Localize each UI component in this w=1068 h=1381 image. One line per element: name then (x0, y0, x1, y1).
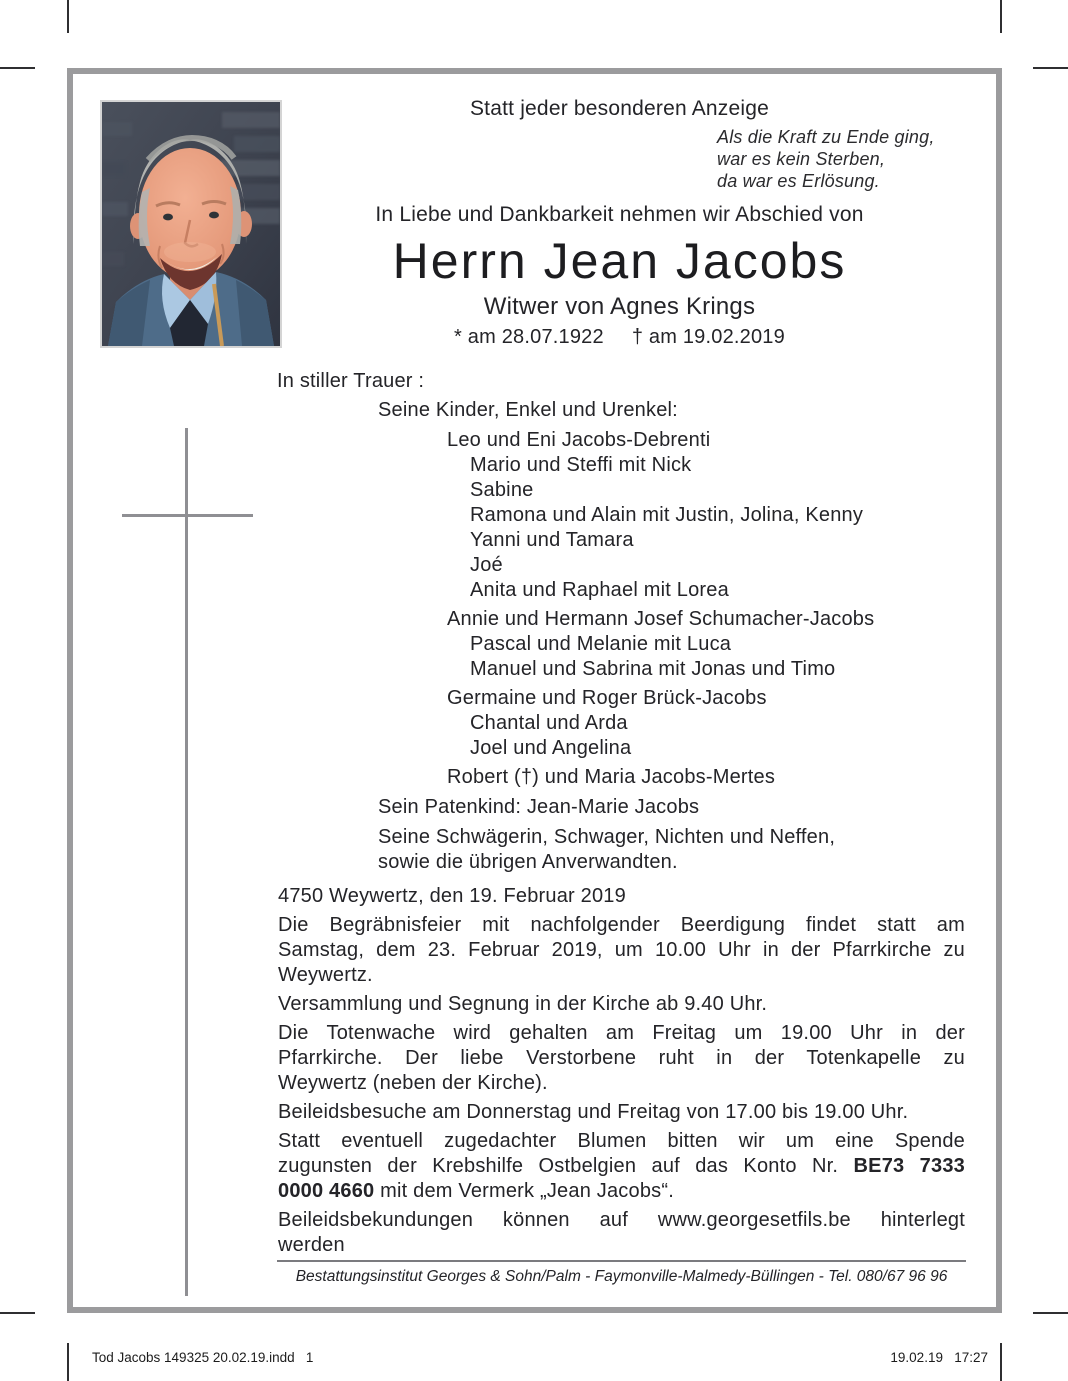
group-head: Germaine und Roger Brück-Jacobs (447, 687, 767, 709)
card-body (73, 366, 996, 1287)
paragraph-funeral (278, 913, 965, 988)
relatives-line: Seine Schwägerin, Schwager, Nichten und Neffen, (378, 826, 836, 848)
paragraph-gathering: Versammlung und Segnung in der Kirche ab 9.40 Uhr. (278, 993, 768, 1015)
announcement-line: Statt jeder besonderen Anzeige (469, 97, 770, 120)
quote-line: war es kein Sterben, (717, 149, 886, 169)
donation-text: zugunsten der Krebshilfe Ostbelgien auf das Konto Nr. (278, 1155, 854, 1177)
paragraph-line: Beileidsbekundungen können auf www.georgesetfils.be hinterlegt (278, 1209, 965, 1231)
group-head: Leo und Eni Jacobs-Debrenti (447, 429, 711, 451)
paragraph-line: Samstag, dem 23. Februar 2019, um 10.00 Uhr in der Pfarrkirche zu (278, 939, 965, 961)
group-member: Sabine (470, 479, 534, 501)
family-group (447, 428, 996, 603)
relatives-line: sowie die übrigen Anverwandten. (378, 851, 678, 873)
funeral-home-line: Bestattungsinstitut Georges & Sohn/Palm - Faymonville-Malmedy-Büllingen - Tel. 080/67 96 96 (295, 1268, 948, 1285)
slug-left-rule (67, 1343, 69, 1381)
card-header (279, 96, 960, 350)
paragraph-line: Weywertz (neben der Kirche). (278, 1072, 548, 1094)
paragraph-line (278, 1154, 965, 1179)
slug-datetime: 19.02.19 17:27 (890, 1350, 988, 1365)
group-member: Pascal und Melanie mit Luca (470, 633, 732, 655)
paragraph-line: Die Begräbnisfeier mit nachfolgender Beerdigung findet statt am (278, 914, 965, 936)
paragraph-line: Weywertz. (278, 964, 373, 986)
group-member: Joel und Angelina (470, 737, 632, 759)
quote-line: da war es Erlösung. (717, 171, 880, 191)
crop-mark-bottom-right-horizontal (1033, 1312, 1068, 1314)
donation-text: mit dem Vermerk „Jean Jacobs“. (374, 1180, 674, 1202)
account-number-part: 0000 4660 (278, 1180, 375, 1202)
group-member: Mario und Steffi mit Nick (470, 454, 692, 476)
family-header: Seine Kinder, Enkel und Urenkel: (378, 399, 678, 421)
group-member: Yanni und Tamara (470, 529, 634, 551)
obituary-card (67, 68, 1002, 1313)
mourning-label: In stiller Trauer : (277, 370, 425, 392)
crop-mark-bottom-left-horizontal (0, 1312, 35, 1314)
deceased-name: Herrn Jean Jacobs (392, 233, 847, 289)
paragraph-line: Die Totenwache wird gehalten am Freitag um 19.00 Uhr in der (278, 1022, 965, 1044)
group-member: Ramona und Alain mit Justin, Jolina, Kenny (470, 504, 864, 526)
crop-mark-top-left-vertical (67, 0, 69, 33)
account-number-part: BE73 7333 (853, 1155, 965, 1177)
slug-right-rule (1000, 1343, 1002, 1381)
portrait-photo (100, 100, 282, 348)
paragraph-wake (278, 1021, 965, 1096)
group-head: Robert (†) und Maria Jacobs-Mertes (447, 766, 776, 788)
group-member: Chantal und Arda (470, 712, 628, 734)
paragraph-visits: Beileidsbesuche am Donnerstag und Freitag von 17.00 bis 19.00 Uhr. (278, 1101, 909, 1123)
paragraph-line: Statt eventuell zugedachter Blumen bitten wir um eine Spende (278, 1130, 965, 1152)
place-dateline: 4750 Weywertz, den 19. Februar 2019 (278, 885, 626, 907)
quote-line: Als die Kraft zu Ende ging, (717, 127, 935, 147)
family-group (447, 607, 996, 682)
portrait-illustration (102, 102, 280, 346)
death-date: † am 19.02.2019 (631, 326, 785, 348)
crop-mark-top-left-horizontal (0, 67, 35, 69)
family-group (447, 686, 996, 761)
crop-mark-top-right-horizontal (1033, 67, 1068, 69)
life-dates (279, 324, 960, 350)
paragraph-line: Pfarrkirche. Der liebe Verstorbene ruht in der Totenkapelle zu (278, 1047, 965, 1069)
separator-rule (277, 1260, 966, 1262)
paragraph-line: werden (278, 1234, 345, 1256)
paragraph-condolences (278, 1208, 965, 1258)
crop-mark-top-right-vertical (1000, 0, 1002, 33)
relatives-lines (378, 825, 996, 875)
birth-date: * am 28.07.1922 (454, 326, 604, 348)
paragraph-donation (278, 1129, 965, 1204)
memorial-quote (717, 126, 960, 192)
deceased-relation: Witwer von Agnes Krings (483, 293, 756, 320)
family-group (447, 765, 996, 790)
group-head: Annie und Hermann Josef Schumacher-Jacobs (447, 608, 875, 630)
intro-line: In Liebe und Dankbarkeit nehmen wir Abschied von (375, 203, 864, 226)
paragraph-line (278, 1179, 965, 1204)
group-member: Manuel und Sabrina mit Jonas und Timo (470, 658, 836, 680)
slug-filename: Tod Jacobs 149325 20.02.19.indd 1 (92, 1350, 314, 1365)
godchild-line: Sein Patenkind: Jean-Marie Jacobs (378, 796, 700, 818)
group-member: Anita und Raphael mit Lorea (470, 579, 729, 601)
group-member: Joé (470, 554, 503, 576)
